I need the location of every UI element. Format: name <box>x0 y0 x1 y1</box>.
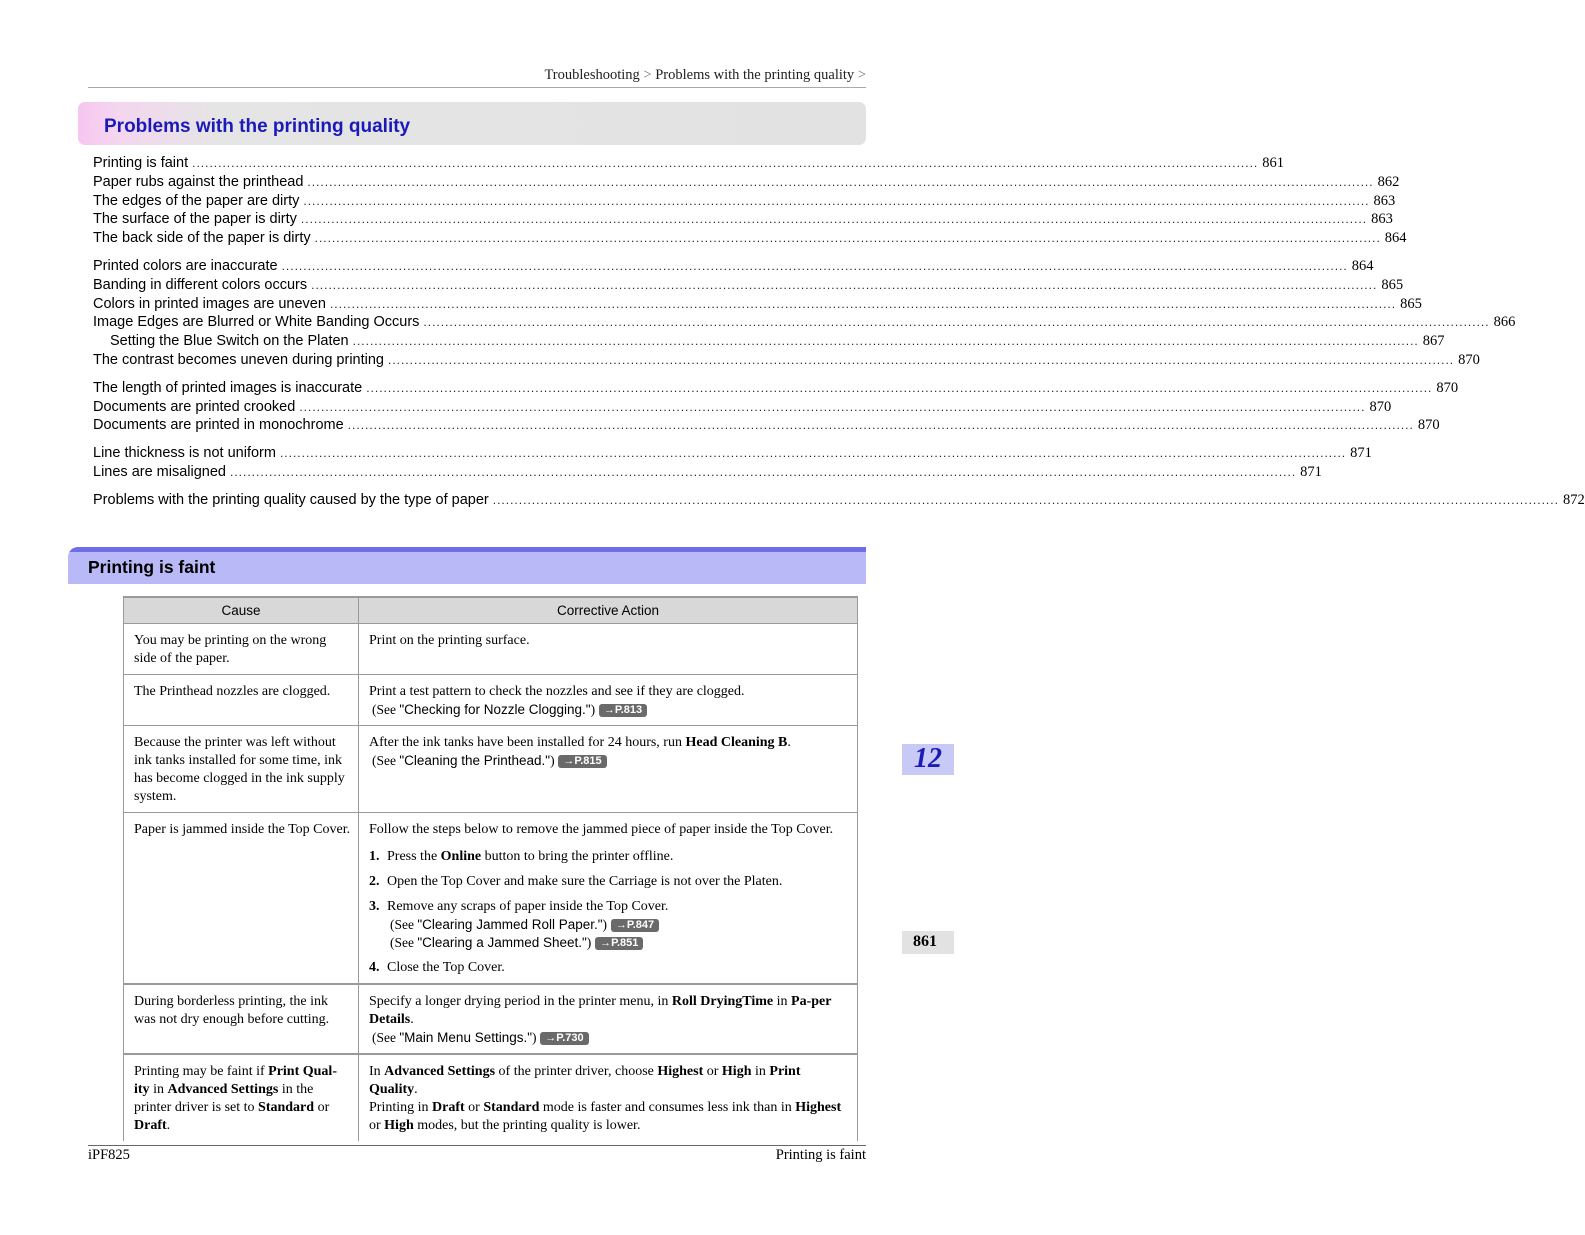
footer-model: iPF825 <box>88 1147 130 1163</box>
step-list <box>369 848 847 977</box>
action-cell <box>359 1054 858 1141</box>
breadcrumb <box>88 67 866 84</box>
action-cell <box>359 726 858 813</box>
toc-item[interactable]: The length of printed images is inaccurate ...................................................................................................................................................................................................................................................... 870 <box>93 379 1459 396</box>
step-item: 2. Open the Top Cover and make sure the Carriage is not over the Platen. <box>369 874 783 889</box>
chapter-number: 12 <box>914 743 942 774</box>
toc-leader: ...................................................................................................................................................................................................................................................... <box>192 156 1259 170</box>
toc-item[interactable]: Line thickness is not uniform ...................................................................................................................................................................................................................................................... 871 <box>93 445 1372 462</box>
breadcrumb-item-printing-quality[interactable]: Problems with the printing quality <box>655 67 855 83</box>
action-text: After the ink tanks have been installed for 24 hours, run Head Cleaning B. <box>369 735 791 750</box>
toc-leader: ...................................................................................................................................................................................................................................................... <box>387 352 1455 367</box>
page-link-badge[interactable]: →P.813 <box>599 704 647 717</box>
table-row <box>124 726 858 813</box>
chapter-tab[interactable] <box>902 744 954 775</box>
cause-cell: Paper is jammed inside the Top Cover. <box>124 813 359 985</box>
action-text: In Advanced Settings of the printer driver, choose Highest or High in Print Quality. <box>369 1064 801 1097</box>
see-link-text[interactable]: "Clearing Jammed Roll Paper." <box>417 917 603 932</box>
toc-group <box>93 491 1585 510</box>
toc-item[interactable]: Banding in different colors occurs ...................................................................................................................................................................................................................................................... 865 <box>93 276 1404 293</box>
table-row <box>124 813 858 985</box>
action-cell: Print on the printing surface. <box>359 624 858 675</box>
table-of-contents <box>93 154 1585 519</box>
action-cell <box>359 813 858 985</box>
toc-leader: ...................................................................................................................................................................................................................................................... <box>329 296 1397 311</box>
action-text: Follow the steps below to remove the jammed piece of paper inside the Top Cover. <box>369 822 834 837</box>
cause-cell: During borderless printing, the ink was not dry enough before cutting. <box>124 984 359 1054</box>
table-row <box>124 1054 858 1141</box>
see-reference: (See "Main Menu Settings.") →P.730 <box>369 1029 847 1047</box>
toc-group <box>93 257 1516 370</box>
breadcrumb-separator: > <box>857 67 866 83</box>
page-link-badge[interactable]: →P.851 <box>595 937 643 950</box>
see-link-text[interactable]: "Main Menu Settings." <box>399 1030 533 1045</box>
page-link-badge[interactable]: →P.815 <box>558 755 606 768</box>
see-link-text[interactable]: "Checking for Nozzle Clogging." <box>399 702 591 717</box>
action-cell <box>359 675 858 726</box>
toc-item[interactable]: Printing is faint ...................................................................................................................................................................................................................................................... 861 <box>93 155 1285 171</box>
cause-cell: The Printhead nozzles are clogged. <box>124 675 359 726</box>
toc-leader: ...................................................................................................................................................................................................................................................... <box>299 399 1366 414</box>
page-number: 861 <box>913 933 937 950</box>
toc-leader: ...................................................................................................................................................................................................................................................... <box>230 464 1297 479</box>
toc-group <box>93 444 1372 482</box>
see-link-text[interactable]: "Clearing a Jammed Sheet." <box>417 935 587 950</box>
toc-item[interactable]: The surface of the paper is dirty ...................................................................................................................................................................................................................................................... 863 <box>93 211 1393 228</box>
cause-action-table <box>123 596 858 1141</box>
toc-item[interactable]: Image Edges are Blurred or White Banding Occurs ...................................................................................................................................................................................................................................................... 866 <box>93 314 1516 331</box>
see-reference: (See "Cleaning the Printhead.") →P.815 <box>369 752 847 770</box>
see-reference: (See "Checking for Nozzle Clogging.") →P.813 <box>369 701 847 719</box>
header-rule <box>88 87 866 88</box>
page-number-tab <box>902 931 954 954</box>
toc-item[interactable]: The edges of the paper are dirty ...................................................................................................................................................................................................................................................... 863 <box>93 192 1396 209</box>
toc-item[interactable]: Documents are printed crooked ...................................................................................................................................................................................................................................................... 870 <box>93 398 1392 415</box>
toc-item[interactable]: Colors in printed images are uneven ...................................................................................................................................................................................................................................................... 865 <box>93 295 1422 312</box>
toc-leader: ...................................................................................................................................................................................................................................................... <box>347 418 1414 433</box>
table-row <box>124 624 858 675</box>
table-row <box>124 984 858 1054</box>
section-title-banner <box>78 102 866 145</box>
see-reference: (See "Clearing a Jammed Sheet.") →P.851 <box>387 934 668 952</box>
toc-leader: ...................................................................................................................................................................................................................................................... <box>300 212 1368 227</box>
table-row <box>124 675 858 726</box>
step-item: 3. Remove any scraps of paper inside the Top Cover. (See "Clearing Jammed Roll Paper.") →P.847 (See "Clearing a Jammed Sheet.") →P.851 <box>369 899 669 950</box>
footer-section-name: Printing is faint <box>775 1147 866 1163</box>
cause-cell: You may be printing on the wrong side of the paper. <box>124 624 359 675</box>
toc-item[interactable]: The contrast becomes uneven during printing ...................................................................................................................................................................................................................................................... 870 <box>93 351 1480 368</box>
action-text: Specify a longer drying period in the printer menu, in Roll DryingTime in Pa-per Details. <box>369 994 832 1027</box>
subsection-title-banner <box>68 547 866 584</box>
toc-item[interactable]: Lines are misaligned ...................................................................................................................................................................................................................................................... 871 <box>93 463 1322 480</box>
toc-item[interactable]: Printed colors are inaccurate ...................................................................................................................................................................................................................................................... 864 <box>93 257 1374 274</box>
toc-leader: ...................................................................................................................................................................................................................................................... <box>311 277 1378 292</box>
toc-leader: ...................................................................................................................................................................................................................................................... <box>492 492 1559 507</box>
toc-item[interactable]: Paper rubs against the printhead ...................................................................................................................................................................................................................................................... 862 <box>93 173 1400 190</box>
action-cell <box>359 984 858 1054</box>
toc-leader: ...................................................................................................................................................................................................................................................... <box>423 315 1490 330</box>
toc-leader: ...................................................................................................................................................................................................................................................... <box>366 380 1433 395</box>
toc-leader: ...................................................................................................................................................................................................................................................... <box>303 193 1370 208</box>
action-text: Printing in Draft or Standard mode is faster and consumes less ink than in Highest or High modes, but the printing quality is lower. <box>369 1100 842 1133</box>
cause-cell: Because the printer was left without ink tanks installed for some time, ink has become clogged in the ink supply system. <box>124 726 359 813</box>
footer-rule <box>88 1145 866 1146</box>
subsection-title: Printing is faint <box>88 557 216 577</box>
page-link-badge[interactable]: →P.730 <box>540 1032 588 1045</box>
column-header-cause: Cause <box>124 597 359 624</box>
see-link-text[interactable]: "Cleaning the Printhead." <box>399 753 551 768</box>
action-text: Print a test pattern to check the nozzles and see if they are clogged. <box>369 684 745 699</box>
toc-leader: ...................................................................................................................................................................................................................................................... <box>352 334 1419 349</box>
toc-leader: ...................................................................................................................................................................................................................................................... <box>281 258 1348 273</box>
toc-leader: ...................................................................................................................................................................................................................................................... <box>314 231 1381 246</box>
toc-group <box>93 379 1459 435</box>
cause-cell: Printing may be faint if Print Qual-ity in Advanced Settings in the printer driver is set to Standard or Draft. <box>124 1054 359 1141</box>
toc-subitem[interactable]: Setting the Blue Switch on the Platen ...................................................................................................................................................................................................................................................... 867 <box>110 333 1445 350</box>
toc-group <box>93 154 1407 248</box>
section-title: Problems with the printing quality <box>104 116 411 137</box>
toc-item[interactable]: Documents are printed in monochrome ...................................................................................................................................................................................................................................................... 870 <box>93 417 1440 434</box>
toc-leader: ...................................................................................................................................................................................................................................................... <box>307 174 1374 189</box>
breadcrumb-separator: > <box>643 67 652 83</box>
page-link-badge[interactable]: →P.847 <box>611 919 659 932</box>
table-header-row <box>124 597 858 624</box>
step-item: 4. Close the Top Cover. <box>369 960 505 975</box>
column-header-corrective-action: Corrective Action <box>359 597 858 624</box>
breadcrumb-item-troubleshooting[interactable]: Troubleshooting <box>544 67 640 83</box>
toc-item[interactable]: Problems with the printing quality caused by the type of paper ...................................................................................................................................................................................................................................................... 872 <box>93 491 1585 508</box>
see-reference: (See "Clearing Jammed Roll Paper.") →P.847 <box>387 916 668 934</box>
step-item: 1. Press the Online button to bring the printer offline. <box>369 849 674 864</box>
toc-item[interactable]: The back side of the paper is dirty ...................................................................................................................................................................................................................................................... 864 <box>93 230 1407 247</box>
toc-leader: ...................................................................................................................................................................................................................................................... <box>279 446 1347 461</box>
